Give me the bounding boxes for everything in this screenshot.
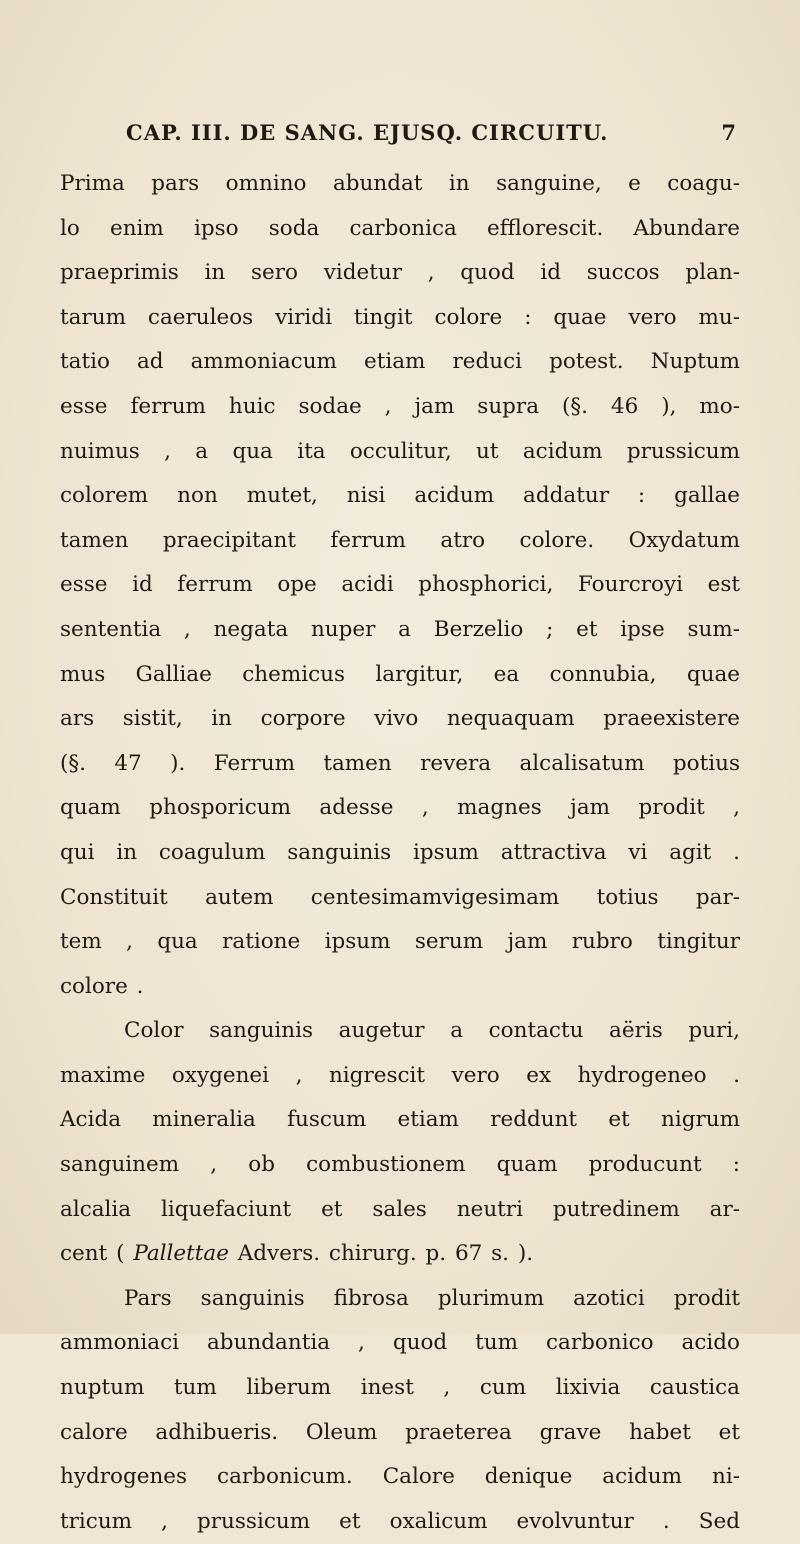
text-line: calore adhibueris. Oleum praeterea grave habet et — [60, 1419, 740, 1445]
text-line: qui in coagulum sanguinis ipsum attractiva vi agit . — [60, 839, 740, 865]
running-header — [126, 120, 736, 152]
text-line-paragraph-start: Color sanguinis augetur a contactu aëris puri, — [124, 1018, 740, 1044]
text-line: alcalia liquefaciunt et sales neutri putredinem ar- — [60, 1196, 740, 1222]
text-line: ammoniaci abundantia , quod tum carbonico acido — [60, 1330, 740, 1356]
body-text — [60, 162, 740, 1544]
text-line: maxime oxygenei , nigrescit vero ex hydrogeneo . — [60, 1062, 740, 1088]
text-line: nuimus , a qua ita occulitur, ut acidum prussicum — [60, 438, 740, 464]
text-line: lo enim ipso soda carbonica efflorescit. Abundare — [60, 215, 740, 241]
citation-author: Pallettae — [133, 1241, 229, 1267]
text-line: tatio ad ammoniacum etiam reduci potest. Nuptum — [60, 349, 740, 375]
text-line: Acida mineralia fuscum etiam reddunt et nigrum — [60, 1107, 740, 1133]
text-line: mus Galliae chemicus largitur, ea connubia, quae — [60, 661, 740, 687]
text-line: tem , qua ratione ipsum serum jam rubro tingitur — [60, 929, 740, 955]
page-number: 7 — [721, 120, 736, 145]
text-line-citation — [60, 1232, 740, 1277]
text-line: quam phosporicum adesse , magnes jam prodit , — [60, 795, 740, 821]
text-line-paragraph-start: Pars sanguinis fibrosa plurimum azotici prodit — [124, 1285, 740, 1311]
text-line: tarum caeruleos viridi tingit colore : quae vero mu- — [60, 304, 740, 330]
citation-open: cent ( — [60, 1241, 134, 1267]
text-line: esse ferrum huic sodae , jam supra (§. 46 ), mo- — [60, 393, 740, 419]
running-title: CAP. III. DE SANG. EJUSQ. CIRCUITU. — [126, 120, 609, 145]
text-line: nuptum tum liberum inest , cum lixivia caustica — [60, 1375, 740, 1401]
text-line-paragraph-end: colore . — [60, 973, 144, 999]
text-line: Constituit autem centesimamvigesimam totius par- — [60, 884, 740, 910]
text-line: ars sistit, in corpore vivo nequaquam praeexistere — [60, 706, 740, 732]
text-line: (§. 47 ). Ferrum tamen revera alcalisatum potius — [60, 750, 740, 776]
text-line: esse id ferrum ope acidi phosphorici, Fourcroyi est — [60, 572, 740, 598]
text-line: sanguinem , ob combustionem quam producunt : — [60, 1152, 740, 1178]
text-line: tamen praecipitant ferrum atro colore. Oxydatum — [60, 527, 740, 553]
text-line: colorem non mutet, nisi acidum addatur : gallae — [60, 483, 740, 509]
text-line: sententia , negata nuper a Berzelio ; et ipse sum- — [60, 616, 740, 642]
text-line: tricum , prussicum et oxalicum evolvuntur . Sed — [60, 1508, 740, 1534]
text-line: hydrogenes carbonicum. Calore denique acidum ni- — [60, 1464, 740, 1490]
text-line: Prima pars omnino abundat in sanguine, e coagu- — [60, 171, 740, 196]
text-line: praeprimis in sero videtur , quod id succos plan- — [60, 260, 740, 286]
citation-rest: Advers. chirurg. p. 67 s. ). — [228, 1241, 534, 1267]
